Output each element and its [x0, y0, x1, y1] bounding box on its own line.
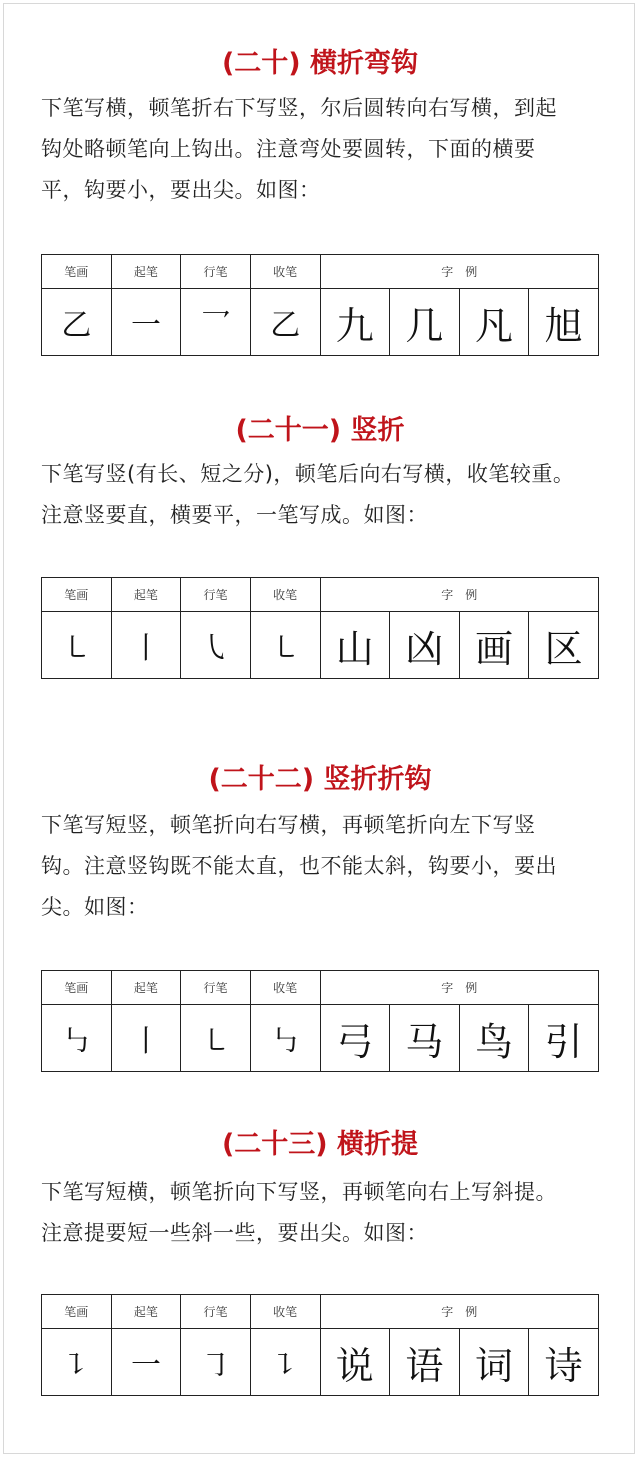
- example-char: 引: [544, 1019, 583, 1064]
- paragraph-line: 平，钩要小，要出尖。如图：: [41, 178, 321, 202]
- example-char: 凡: [475, 303, 514, 348]
- example-char: 凶: [405, 626, 444, 671]
- section-title: (二十一) 竖折: [235, 415, 405, 446]
- stroke-glyph: 乙: [61, 308, 92, 343]
- start-glyph: 丨: [130, 631, 161, 666]
- section-title: (二十三) 横折提: [221, 1129, 419, 1160]
- stroke-table: [41, 1294, 599, 1396]
- example-char: 画: [475, 626, 514, 671]
- section-paragraph: [41, 454, 601, 536]
- header-examples: 字 例: [320, 1295, 599, 1329]
- paragraph-line: 钩。注意竖钩既不能太直，也不能太斜，钩要小，要出: [41, 854, 557, 878]
- stroke-table: [41, 577, 599, 679]
- header-move: 行笔: [181, 255, 251, 289]
- section-paragraph: [41, 88, 601, 211]
- paragraph-line: 下笔写短横，顿笔折向下写竖，再顿笔向右上写斜提。: [41, 1180, 557, 1204]
- paragraph-line: 注意竖要直，横要平，一笔写成。如图：: [41, 503, 428, 527]
- example-char: 九: [335, 303, 374, 348]
- header-stroke: 笔画: [42, 1295, 112, 1329]
- start-glyph: 一: [130, 308, 161, 343]
- example-char: 弓: [335, 1019, 374, 1064]
- paragraph-line: 下笔写短竖，顿笔折向右写横，再顿笔折向左下写竖: [41, 813, 536, 837]
- end-glyph: 乙: [270, 308, 301, 343]
- example-char: 几: [405, 303, 444, 348]
- header-start: 起笔: [111, 578, 181, 612]
- move-glyph: ㇂: [200, 631, 231, 666]
- section-title: (二十) 横折弯钩: [221, 48, 419, 79]
- header-start: 起笔: [111, 1295, 181, 1329]
- move-glyph: ㇆: [200, 1348, 231, 1383]
- start-glyph: 一: [130, 1348, 161, 1383]
- header-examples: 字 例: [320, 578, 599, 612]
- header-end: 收笔: [250, 971, 320, 1005]
- stroke-glyph: ㇉: [61, 1024, 92, 1059]
- header-end: 收笔: [250, 255, 320, 289]
- example-char: 山: [335, 626, 374, 671]
- header-start: 起笔: [111, 255, 181, 289]
- header-stroke: 笔画: [42, 971, 112, 1005]
- header-end: 收笔: [250, 578, 320, 612]
- stroke-table: [41, 254, 599, 356]
- header-move: 行笔: [181, 1295, 251, 1329]
- example-char: 马: [405, 1019, 444, 1064]
- example-char: 说: [335, 1343, 374, 1388]
- paragraph-line: 注意提要短一些斜一些，要出尖。如图：: [41, 1221, 428, 1245]
- paragraph-line: 钩处略顿笔向上钩出。注意弯处要圆转，下面的横要: [41, 137, 536, 161]
- example-char: 区: [544, 626, 583, 671]
- header-move: 行笔: [181, 578, 251, 612]
- example-char: 诗: [544, 1343, 583, 1388]
- header-start: 起笔: [111, 971, 181, 1005]
- stroke-table: [41, 970, 599, 1072]
- header-move: 行笔: [181, 971, 251, 1005]
- example-char: 词: [475, 1343, 514, 1388]
- move-glyph: ㇄: [200, 1024, 231, 1059]
- header-stroke: 笔画: [42, 578, 112, 612]
- section-title: (二十二) 竖折折钩: [208, 764, 432, 795]
- example-char: 旭: [544, 303, 583, 348]
- paragraph-line: 下笔写竖(有长、短之分)，顿笔后向右写横，收笔较重。: [41, 462, 575, 486]
- paragraph-line: 下笔写横，顿笔折右下写竖，尔后圆转向右写横，到起: [41, 96, 557, 120]
- example-char: 鸟: [475, 1019, 514, 1064]
- start-glyph: 丨: [130, 1024, 161, 1059]
- end-glyph: ㇄: [270, 631, 301, 666]
- section-paragraph: [41, 1172, 601, 1254]
- paragraph-line: 尖。如图：: [41, 895, 149, 919]
- header-examples: 字 例: [320, 971, 599, 1005]
- header-end: 收笔: [250, 1295, 320, 1329]
- section-paragraph: [41, 805, 601, 928]
- header-examples: 字 例: [320, 255, 599, 289]
- end-glyph: ㇉: [270, 1024, 301, 1059]
- end-glyph: ㇊: [270, 1348, 301, 1383]
- stroke-glyph: ㇊: [61, 1348, 92, 1383]
- move-glyph: 乛: [200, 308, 231, 343]
- example-char: 语: [405, 1343, 444, 1388]
- stroke-glyph: ㇄: [61, 631, 92, 666]
- header-stroke: 笔画: [42, 255, 112, 289]
